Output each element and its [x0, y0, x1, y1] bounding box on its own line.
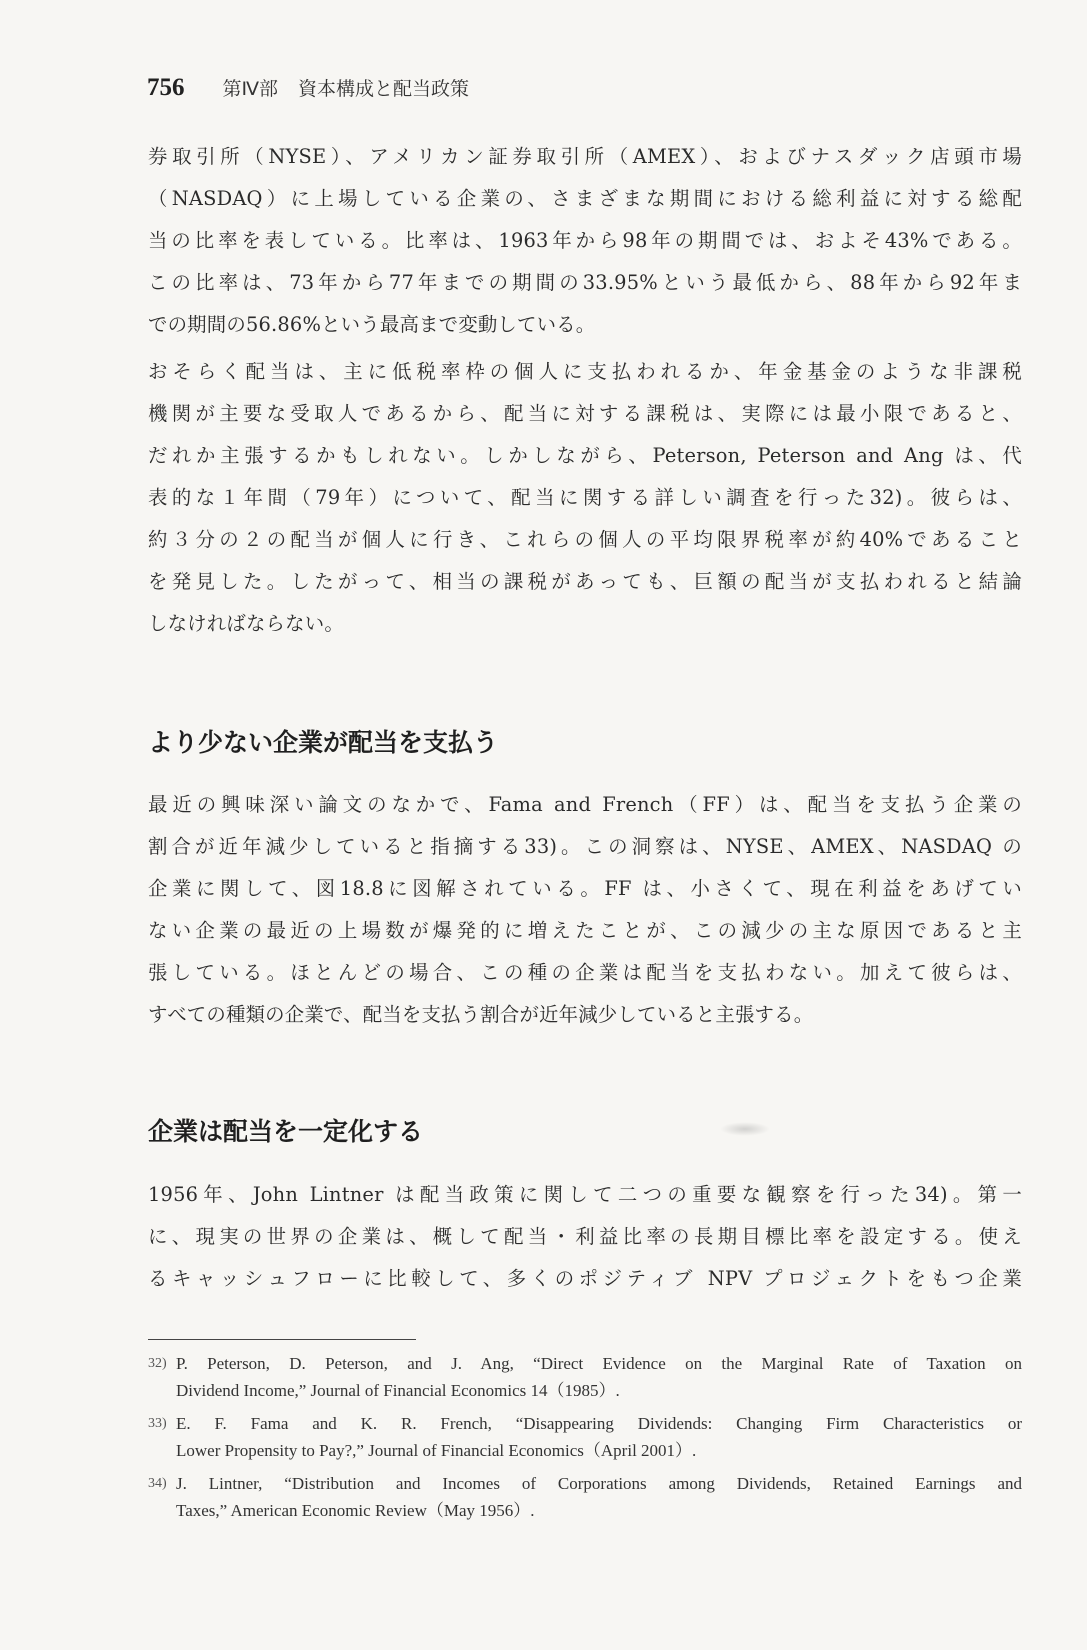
section-paragraph — [148, 784, 1022, 1036]
text-line: に、現実の世界の企業は、概して配当・利益比率の長期目標比率を設定する。使え — [148, 1225, 1022, 1248]
footnote-line: E. F. Fama and K. R. French, “Disappearing Dividends: Changing Firm Characteristics or — [176, 1414, 1022, 1433]
text-line: ない企業の最近の上場数が爆発的に増えたことが、この減少の主な原因であると主 — [148, 919, 1022, 942]
text-line: 張している。ほとんどの場合、この種の企業は配当を支払わない。加えて彼らは、 — [148, 961, 1022, 984]
text-line: 約３分の２の配当が個人に行き、これらの個人の平均限界税率が約40%であること — [148, 528, 1022, 551]
text-line: すべての種類の企業で、配当を支払う割合が近年減少していると主張する。 — [148, 1003, 814, 1026]
text-line: この比率は、73年から77年までの期間の33.95%という最低から、88年から92年ま — [148, 271, 1022, 294]
chapter-title: 資本構成と配当政策 — [298, 78, 470, 100]
text-line: 機関が主要な受取人であるから、配当に対する課税は、実際には最小限であると、 — [148, 402, 1022, 425]
running-head — [147, 74, 1027, 114]
footnote-line: Lower Propensity to Pay?,” Journal of Financial Economics（April 2001）. — [176, 1441, 697, 1460]
body-paragraph — [148, 351, 1022, 645]
print-smudge — [720, 1122, 770, 1136]
text-line: 割合が近年減少していると指摘する33)。この洞察は、NYSE、AMEX、NASDAQ の — [148, 835, 1022, 858]
footnote — [148, 1350, 1022, 1404]
footnotes — [148, 1350, 1022, 1530]
text-line: （NASDAQ）に上場している企業の、さまざまな期間における総利益に対する総配 — [148, 187, 1022, 210]
footnote-line: Taxes,” American Economic Review（May 1956）. — [176, 1501, 535, 1520]
footnote-rule — [148, 1339, 416, 1340]
section-heading: 企業は配当を一定化する — [148, 1117, 424, 1146]
text-line: るキャッシュフローに比較して、多くのポジティブ NPV プロジェクトをもつ企業 — [148, 1267, 1022, 1290]
text-line: おそらく配当は、主に低税率枠の個人に支払われるか、年金基金のような非課税 — [148, 360, 1022, 383]
text-line: 券取引所（NYSE）、アメリカン証券取引所（AMEX）、およびナスダック店頭市場 — [148, 145, 1022, 168]
footnote-line: P. Peterson, D. Peterson, and J. Ang, “Direct Evidence on the Marginal Rate of Taxation on — [176, 1354, 1022, 1373]
text-line: 表的な１年間（79年）について、配当に関する詳しい調査を行った32)。彼らは、 — [148, 486, 1022, 509]
text-line: 最近の興味深い論文のなかで、Fama and French（FF）は、配当を支払う企業の — [148, 793, 1022, 816]
footnote — [148, 1410, 1022, 1464]
footnote — [148, 1470, 1022, 1524]
section-heading: より少ない企業が配当を支払う — [148, 728, 499, 757]
text-line: 企業に関して、図18.8に図解されている。FF は、小さくて、現在利益をあげてい — [148, 877, 1022, 900]
footnote-number: 34) — [148, 1476, 167, 1491]
text-line: だれか主張するかもしれない。しかしながら、Peterson, Peterson and Ang は、代 — [148, 444, 1022, 467]
footnote-number: 32) — [148, 1356, 167, 1371]
intro-paragraph — [148, 136, 1022, 346]
page-number: 756 — [147, 74, 185, 101]
footnote-line: Dividend Income,” Journal of Financial Economics 14（1985）. — [176, 1381, 620, 1400]
footnote-number: 33) — [148, 1416, 167, 1431]
text-line: での期間の56.86%という最高まで変動している。 — [148, 313, 596, 336]
text-line: しなければならない。 — [148, 612, 344, 635]
part-label: 第Ⅳ部 — [222, 78, 279, 100]
text-line: を発見した。したがって、相当の課税があっても、巨額の配当が支払われると結論 — [148, 570, 1022, 593]
footnote-line: J. Lintner, “Distribution and Incomes of Corporations among Dividends, Retained Earnings and — [176, 1474, 1022, 1493]
section-paragraph — [148, 1174, 1022, 1300]
text-line: 1956年、John Lintner は配当政策に関して二つの重要な観察を行った34)。第一 — [148, 1183, 1022, 1206]
text-line: 当の比率を表している。比率は、1963年から98年の期間では、およそ43%である。 — [148, 229, 1022, 252]
